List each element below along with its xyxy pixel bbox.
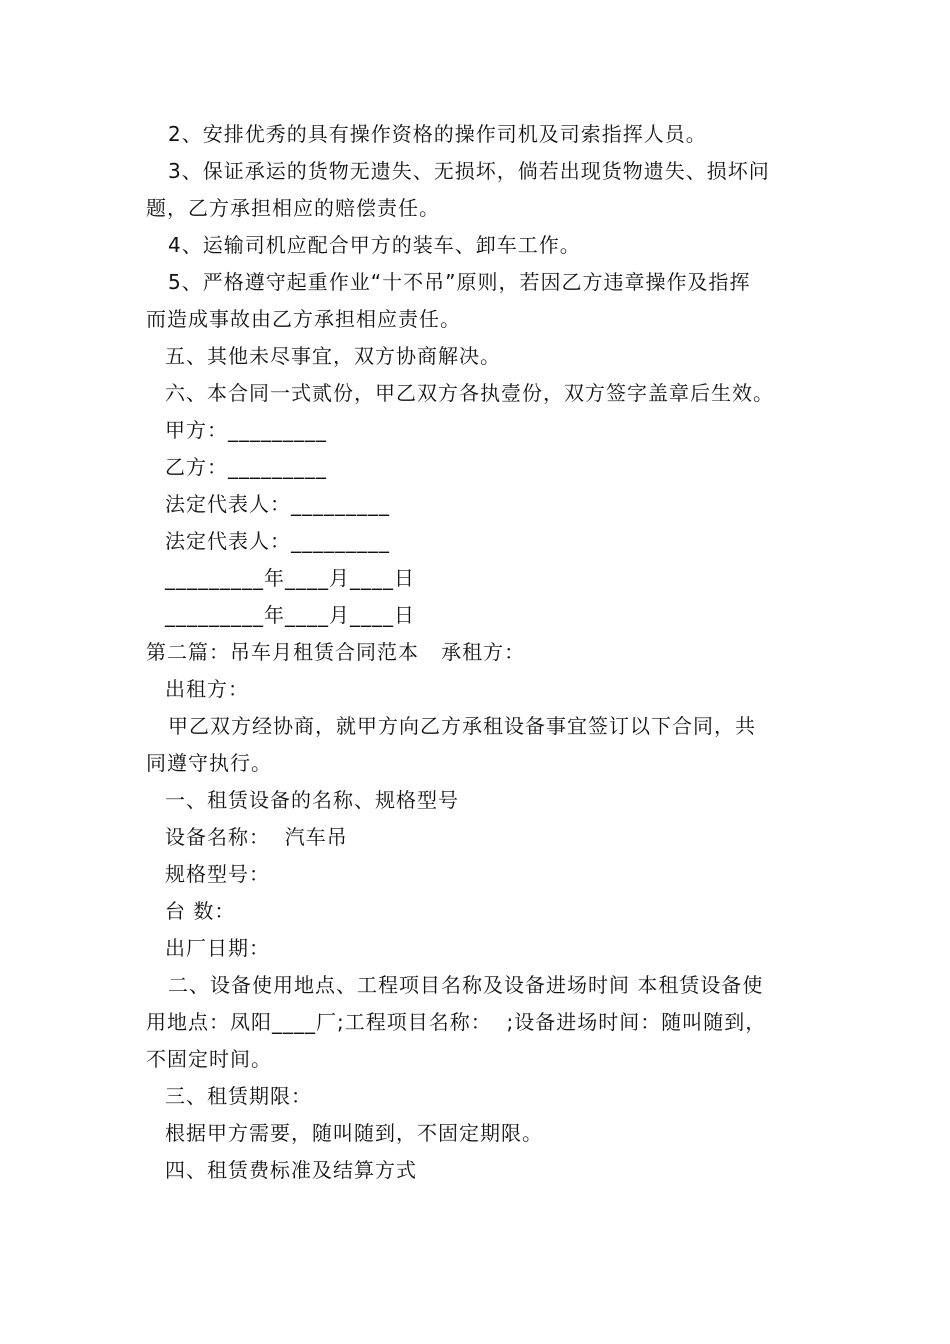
document-text-line: 一、租赁设备的名称、规格型号	[165, 788, 459, 812]
document-text-line: 五、其他未尽事宜，双方协商解决。	[165, 344, 501, 368]
document-text-line: 第二篇：吊车月租赁合同范本 承租方：	[146, 640, 526, 664]
document-text-line: 设备名称： 汽车吊	[165, 825, 348, 849]
document-text-line: _________年____月____日	[165, 566, 415, 590]
document-text-line: 二、设备使用地点、工程项目名称及设备进场时间 本租赁设备使	[168, 973, 764, 997]
document-text-line: 5、严格遵守起重作业“十不吊”原则，若因乙方违章操作及指挥	[168, 270, 751, 294]
document-text-line: 甲方：_________	[165, 418, 327, 442]
document-text-line: _________年____月____日	[165, 603, 415, 627]
document-text-line: 题，乙方承担相应的赔偿责任。	[146, 196, 440, 220]
document-text-line: 法定代表人：_________	[165, 529, 390, 553]
document-text-line: 不固定时间。	[146, 1047, 272, 1071]
document-text-line: 三、租赁期限：	[165, 1084, 312, 1108]
document-text-line: 规格型号：	[165, 862, 270, 886]
document-text-line: 4、运输司机应配合甲方的装车、卸车工作。	[168, 233, 581, 257]
document-text-line: 台 数：	[165, 899, 236, 923]
document-text-line: 用地点：凤阳____厂;工程项目名称： ;设备进场时间：随叫随到，	[146, 1010, 767, 1034]
document-text-line: 四、租赁费标准及结算方式	[165, 1158, 417, 1182]
document-text-line: 出厂日期：	[165, 936, 270, 960]
document-text-line: 而造成事故由乙方承担相应责任。	[146, 307, 461, 331]
document-text-line: 2、安排优秀的具有操作资格的操作司机及司索指挥人员。	[168, 122, 707, 146]
document-body	[146, 116, 810, 1189]
document-text-line: 乙方：_________	[165, 455, 327, 479]
document-text-line: 同遵守执行。	[146, 751, 272, 775]
document-text-line: 出租方：	[165, 677, 249, 701]
document-text-line: 法定代表人：_________	[165, 492, 390, 516]
document-text-line: 3、保证承运的货物无遗失、无损坏，倘若出现货物遗失、损坏问	[168, 159, 770, 183]
document-text-line: 六、本合同一式贰份，甲乙双方各执壹份，双方签字盖章后生效。	[165, 381, 774, 405]
document-text-line: 甲乙双方经协商，就甲方向乙方承租设备事宜签订以下合同，共	[168, 714, 756, 738]
document-text-line: 根据甲方需要，随叫随到，不固定期限。	[165, 1121, 543, 1145]
